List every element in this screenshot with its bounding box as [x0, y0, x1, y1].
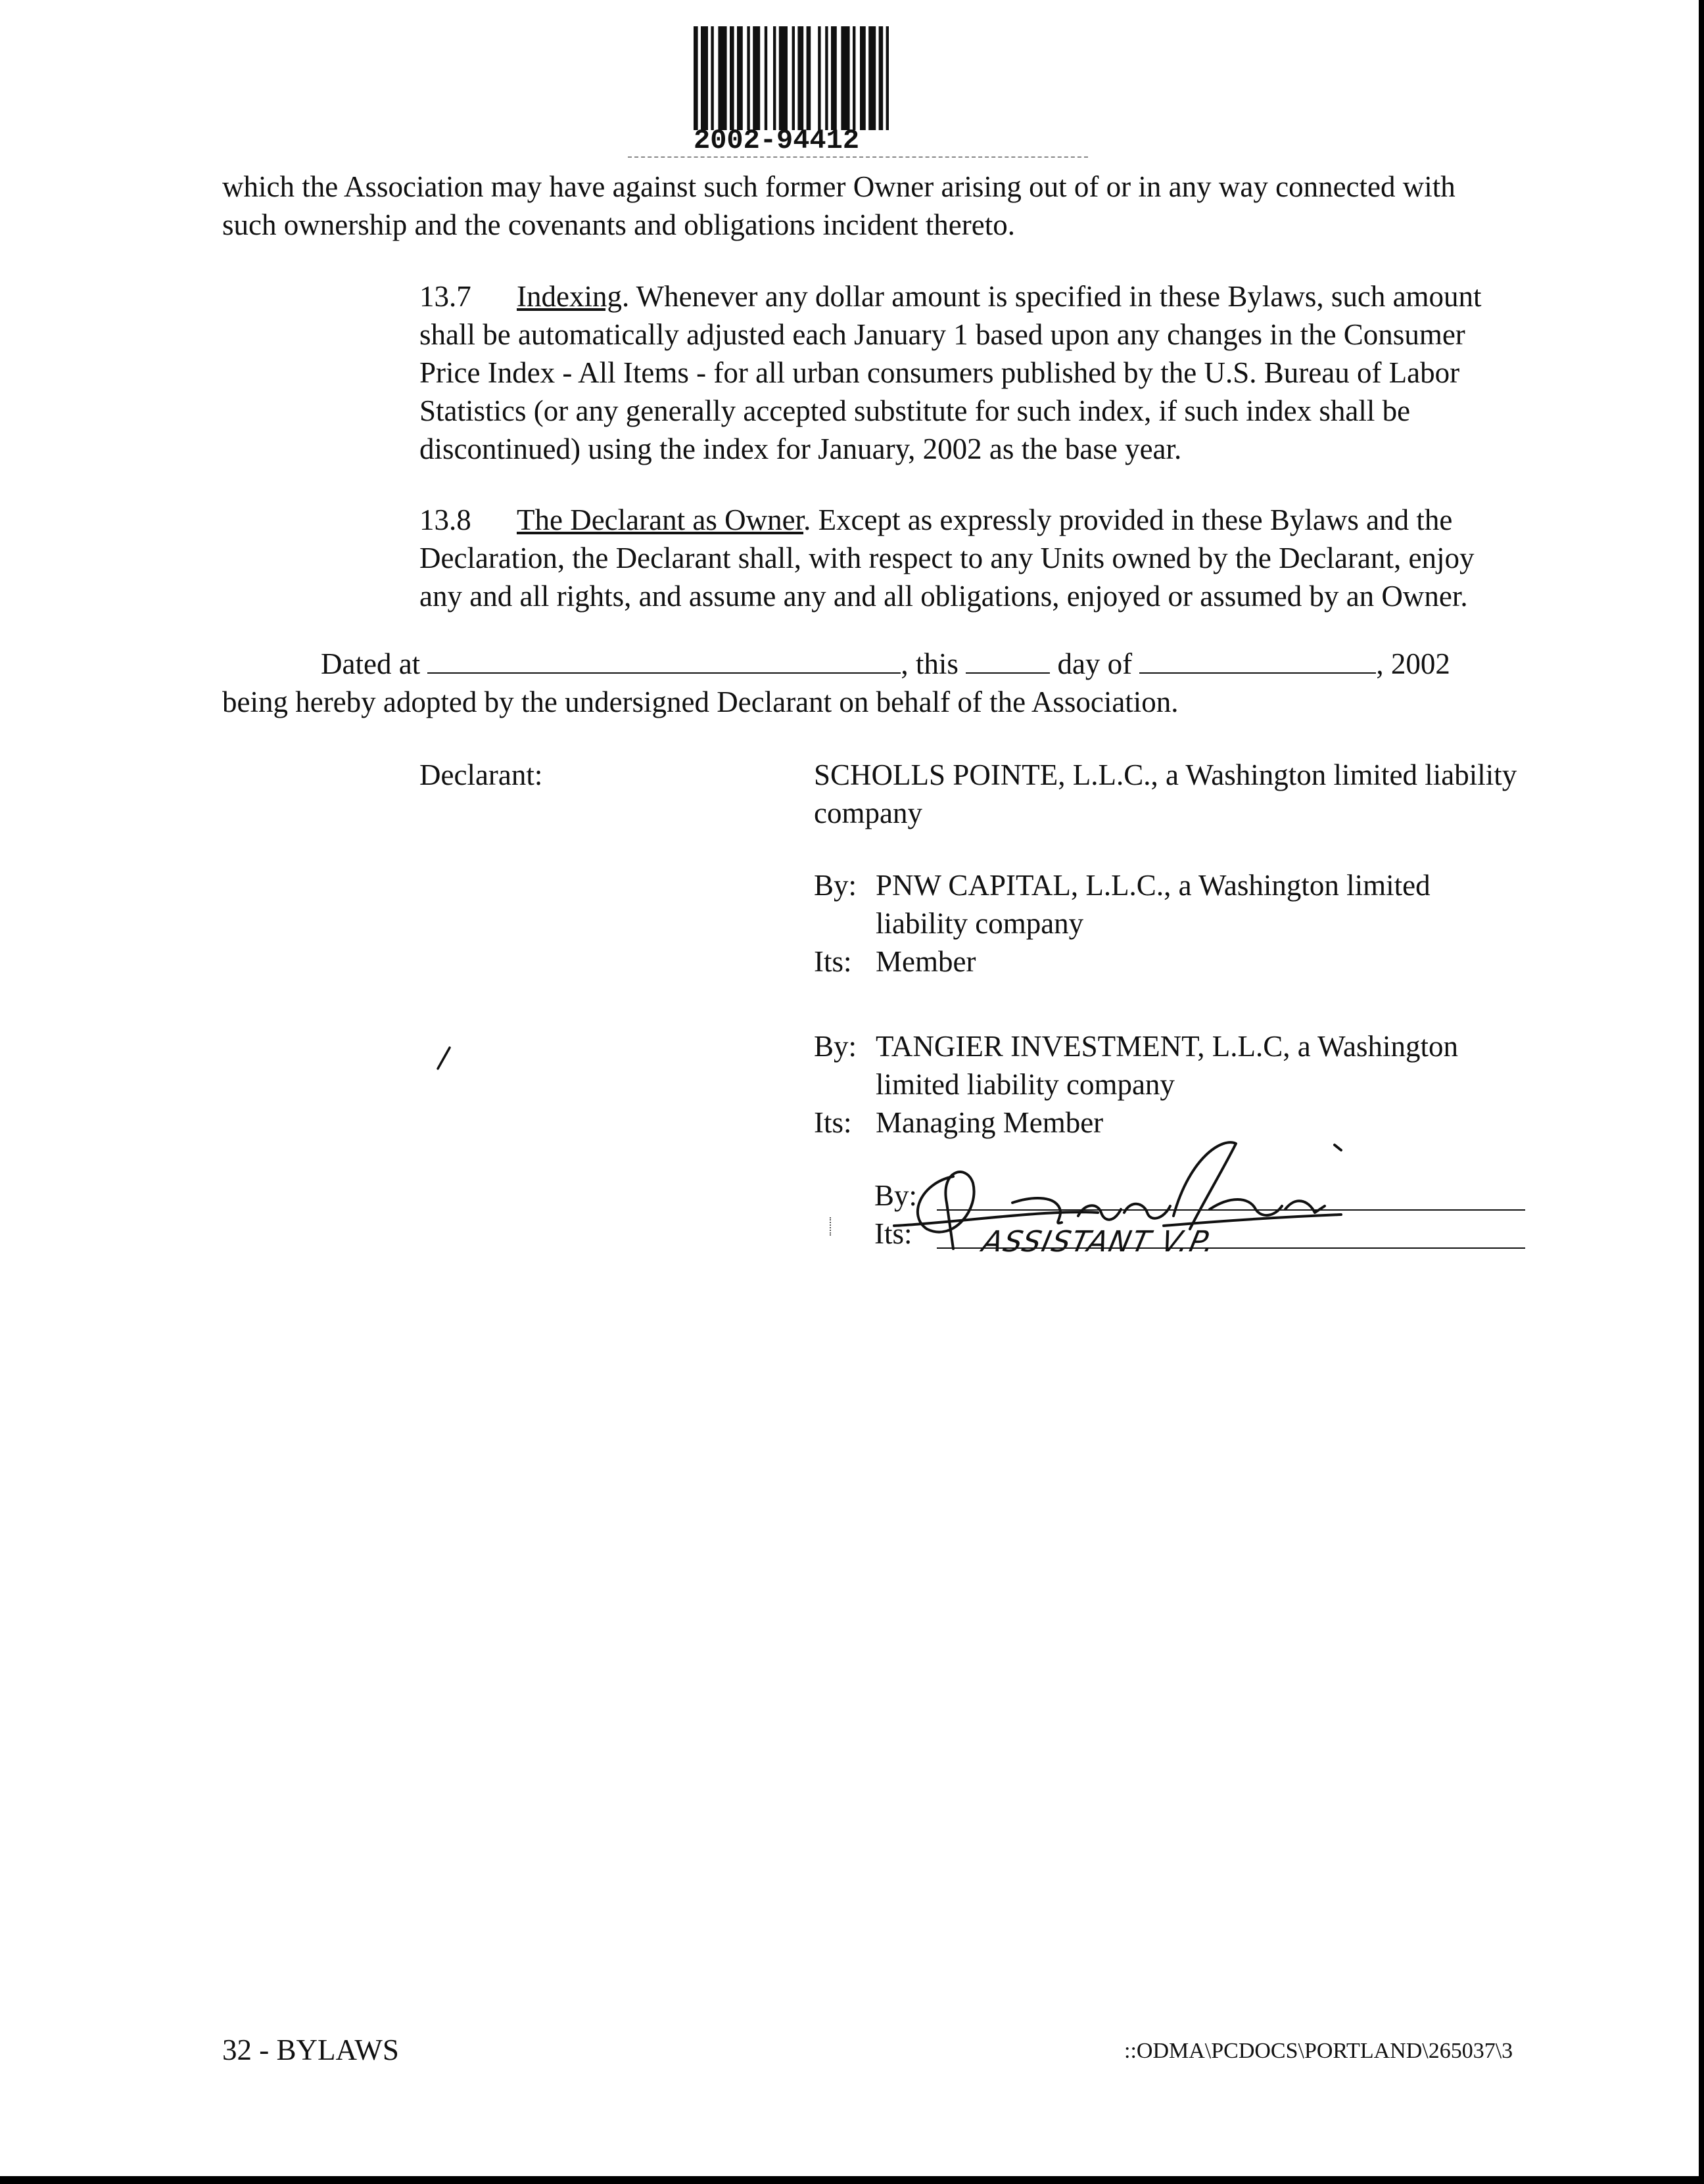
section-number: 13.8: [419, 503, 471, 536]
section-13-7-paragraph: [222, 277, 1504, 468]
barcode-number: 2002-94412: [694, 125, 860, 156]
page-border-bottom: [0, 2176, 1704, 2184]
dated-clause: [222, 645, 1504, 721]
section-13-8: [222, 501, 1504, 615]
declarant-label: Declarant:: [419, 758, 543, 791]
barcode-divider: [628, 156, 1088, 158]
by-label: By:: [814, 1030, 857, 1063]
dated-prefix: Dated at: [321, 647, 421, 680]
by-row: [814, 866, 1524, 942]
dated-day-of: day of: [1057, 647, 1133, 680]
company-name: [814, 756, 1524, 832]
month-blank: [1139, 646, 1376, 674]
sign-by-label: By:: [874, 1179, 918, 1212]
by-value: PNW CAPITAL, L.L.C., a Washington limited liability company: [876, 869, 1431, 940]
handwritten-signature: [881, 1130, 1407, 1282]
section-13-8-paragraph: [222, 501, 1504, 615]
page-number: 32 - BYLAWS: [222, 2033, 399, 2066]
continuation-paragraph: [222, 168, 1504, 244]
by-row: [814, 1027, 1524, 1104]
its-label: Its:: [814, 1106, 852, 1139]
company-text: SCHOLLS POINTE, L.L.C., a Washington limited liability company: [814, 758, 1517, 829]
dated-this: , this: [901, 647, 958, 680]
section-body: . Except as expressly provided in these Bylaws and the Declaration, the Declarant shall, with respect to any Units owned by the Declarant, enjoy any and all rights, and assume any and all obligations, enjoyed or assumed by an Owner.: [419, 503, 1475, 613]
place-blank: [427, 646, 901, 674]
scan-artifact: [830, 1217, 834, 1236]
dated-year: , 2002: [1376, 647, 1450, 680]
continuation-text: which the Association may have against such former Owner arising out of or in any way connected with such ownership and the covenants and obligations incident thereto.: [222, 170, 1456, 241]
barcode-stamp: [694, 26, 996, 158]
page-border-right: [1699, 0, 1704, 2184]
dated-line-2: being hereby adopted by the undersigned Declarant on behalf of the Association.: [222, 685, 1179, 718]
by-value: TANGIER INVESTMENT, L.L.C, a Washington limited liability company: [876, 1030, 1459, 1101]
sign-its-label: Its:: [874, 1217, 912, 1250]
signatory-pnw: [814, 866, 1524, 981]
its-row: [814, 942, 1524, 981]
by-label: By:: [814, 869, 857, 902]
stray-pen-mark: [434, 1045, 454, 1071]
barcode-image: [694, 26, 996, 130]
signatory-tangier: [814, 1027, 1524, 1142]
section-13-7: [222, 277, 1504, 468]
day-blank: [966, 646, 1050, 674]
its-value: Member: [876, 945, 976, 978]
dated-line: [222, 645, 1504, 683]
handwritten-title: ASSISTANT V.P.: [979, 1225, 1219, 1259]
section-number: 13.7: [419, 280, 471, 313]
section-title: Indexing: [517, 280, 622, 313]
its-label: Its:: [814, 945, 852, 978]
its-value: Managing Member: [876, 1106, 1104, 1139]
document-path: ::ODMA\PCDOCS\PORTLAND\265037\3: [1124, 2039, 1513, 2063]
section-title: The Declarant as Owner: [517, 503, 804, 536]
section-body: . Whenever any dollar amount is specified in these Bylaws, such amount shall be automatically adjusted each January 1 based upon any changes in the Consumer Price Index - All Items - for all urban consumers published by the U.S. Bureau of Labor Statistics (or any generally accepted substitute for such index, if such index shall be discontinued) using the index for January, 2002 as the base year.: [419, 280, 1482, 465]
